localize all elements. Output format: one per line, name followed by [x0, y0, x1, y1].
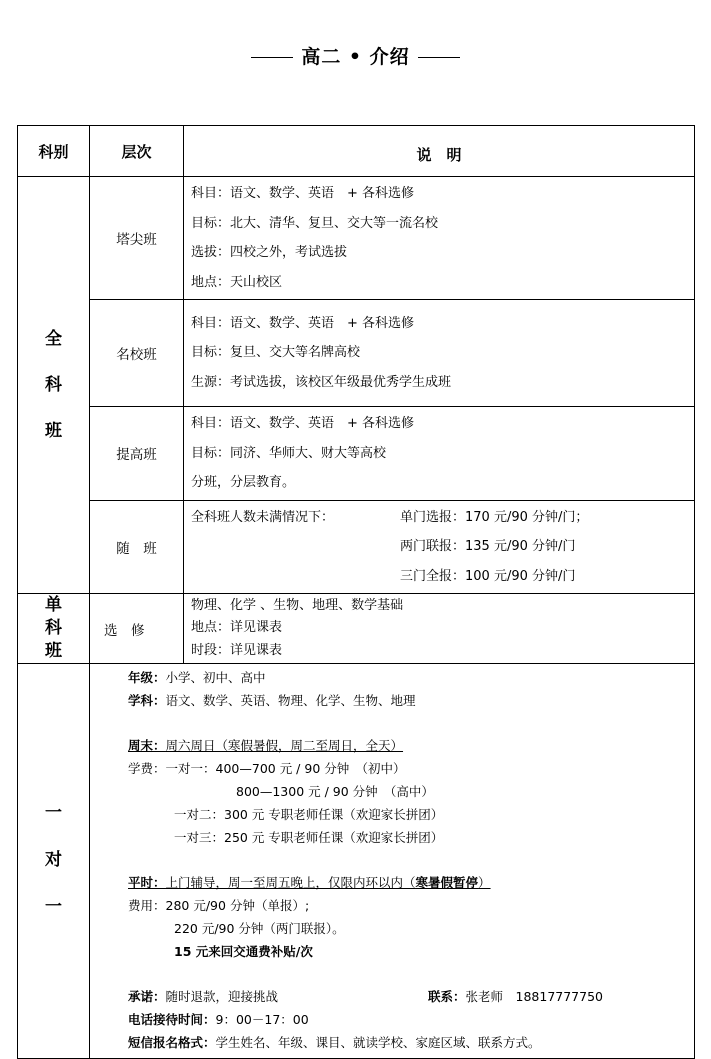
level-tajian: 塔尖班 — [90, 177, 184, 300]
fee-line: 三门全报：100 元/90 分钟/门 — [400, 568, 576, 584]
promise-label: 承诺： — [128, 989, 166, 1005]
desc-line: 时段：详见课表 — [191, 642, 283, 658]
subsidy-line: 15 元来回交通费补贴/次 — [174, 943, 313, 959]
level-tigao: 提高班 — [90, 407, 184, 501]
sms-value: 学生姓名、年级、课目、就读学校、家庭区域、联系方式。 — [215, 1034, 541, 1050]
suiban-fees — [400, 503, 588, 592]
weekday-end: ） — [478, 875, 491, 891]
grade-line — [128, 667, 694, 690]
fee-1: 一对一：400—700 元 / 90 分钟 （初中） — [165, 761, 406, 777]
fee-line-1b: 800—1300 元 / 90 分钟 （高中） — [236, 783, 434, 799]
weekend-line — [128, 735, 694, 758]
contact-label: 联系： — [428, 989, 466, 1005]
header-category: 科别 — [18, 126, 90, 177]
subject-value: 语文、数学、英语、物理、化学、生物、地理 — [165, 692, 416, 708]
desc-tajian — [184, 177, 695, 300]
row-single — [18, 594, 695, 664]
phone-value: 9：00－17：00 — [215, 1011, 309, 1027]
category-char: 一 — [45, 803, 62, 824]
category-char: 班 — [45, 641, 62, 661]
contact — [428, 986, 603, 1009]
suiban-intro: 全科班人数未满情况下： — [191, 509, 335, 525]
category-char: 科 — [45, 618, 62, 638]
one-on-one-body — [90, 664, 695, 1059]
grade-label: 年级： — [128, 670, 166, 685]
sms-label: 短信报名格式： — [128, 1034, 216, 1050]
weekday-bold: 寒暑假暂停 — [415, 875, 479, 891]
row-tajian — [18, 177, 695, 300]
desc-line: 选拔：四校之外，考试选拔 — [191, 245, 348, 260]
weekday-line — [128, 872, 694, 895]
level-suiban: 随 班 — [90, 500, 184, 594]
category-single — [18, 594, 90, 664]
row-suiban — [18, 500, 695, 594]
cost-label: 费用： — [128, 897, 166, 913]
fee-line-3: 一对三：250 元 专职老师任课（欢迎家长拼团） — [174, 829, 444, 845]
level-elective: 选 修 — [90, 594, 184, 664]
desc-tigao — [184, 407, 695, 501]
header-row — [18, 126, 695, 177]
fee-line-1 — [128, 758, 694, 781]
course-table — [17, 125, 695, 1059]
category-one-on-one — [18, 664, 90, 1059]
fee-line: 两门联报：135 元/90 分钟/门 — [400, 539, 576, 554]
row-one-on-one — [18, 664, 695, 1059]
desc-line: 地点：天山校区 — [191, 274, 283, 290]
promise-line — [128, 986, 694, 1009]
promise — [128, 986, 428, 1009]
weekend-label: 周末： — [128, 738, 166, 754]
page-title — [0, 42, 711, 69]
category-char: 单 — [45, 595, 62, 615]
desc-line: 生源：考试选拔，该校区年级最优秀学生成班 — [191, 374, 452, 390]
category-char: 科 — [45, 375, 62, 395]
cost-line-1 — [128, 895, 694, 918]
fee-line: 单门选报：170 元/90 分钟/门； — [400, 509, 589, 525]
row-tigao — [18, 407, 695, 501]
promise-value: 随时退款，迎接挑战 — [165, 989, 279, 1005]
desc-line: 科目：语文、数学、英语 + 各科选修 — [191, 416, 415, 431]
desc-line: 科目：语文、数学、英语 + 各科选修 — [191, 186, 415, 201]
grade-value: 小学、初中、高中 — [165, 670, 266, 685]
level-mingxiao: 名校班 — [90, 300, 184, 407]
cost-1: 280 元/90 分钟（单报）; — [165, 897, 310, 913]
desc-single — [184, 594, 695, 664]
desc-line: 分班，分层教育。 — [191, 475, 296, 490]
desc-line: 目标：北大、清华、复旦、交大等一流名校 — [191, 215, 439, 231]
header-description: 说 明 — [184, 126, 695, 177]
desc-mingxiao — [184, 300, 695, 407]
cost-line-2: 220 元/90 分钟（两门联报）。 — [174, 920, 345, 936]
desc-line: 地点：详见课表 — [191, 620, 283, 636]
spacer — [128, 849, 694, 872]
phone-label: 电话接待时间： — [128, 1011, 216, 1027]
row-mingxiao — [18, 300, 695, 407]
subject-label: 学科： — [128, 692, 166, 708]
sms-line — [128, 1032, 694, 1055]
fee-label: 学费： — [128, 761, 166, 777]
phone-line — [128, 1009, 694, 1032]
category-full — [18, 177, 90, 594]
desc-line: 目标：同济、华师大、财大等高校 — [191, 445, 387, 461]
spacer — [128, 963, 694, 986]
desc-line: 物理、化学 、生物、地理、数学基础 — [191, 597, 404, 613]
category-char: 班 — [45, 421, 62, 441]
contact-value: 张老师 18817777750 — [465, 989, 603, 1005]
fee-line-2: 一对二：300 元 专职老师任课（欢迎家长拼团） — [174, 806, 444, 822]
desc-suiban — [184, 500, 695, 594]
desc-line: 目标：复旦、交大等名牌高校 — [191, 345, 361, 361]
category-char: 全 — [45, 329, 62, 349]
spacer — [128, 713, 694, 736]
header-level: 层次 — [90, 126, 184, 177]
weekday-value: 上门辅导，周一至周五晚上，仅限内环以内（ — [165, 875, 416, 891]
weekday-label: 平时： — [128, 875, 166, 891]
suiban-grid — [191, 503, 694, 592]
category-char: 对 — [45, 850, 62, 871]
title-left-rule — [251, 57, 293, 58]
subject-line — [128, 690, 694, 713]
title-text: 高二 • 介绍 — [301, 46, 410, 68]
desc-line: 科目：语文、数学、英语 + 各科选修 — [191, 315, 415, 331]
title-right-rule — [418, 57, 460, 58]
category-char: 一 — [45, 897, 62, 918]
weekend-value: 周六周日（寒假暑假，周二至周日，全天） — [165, 738, 404, 754]
